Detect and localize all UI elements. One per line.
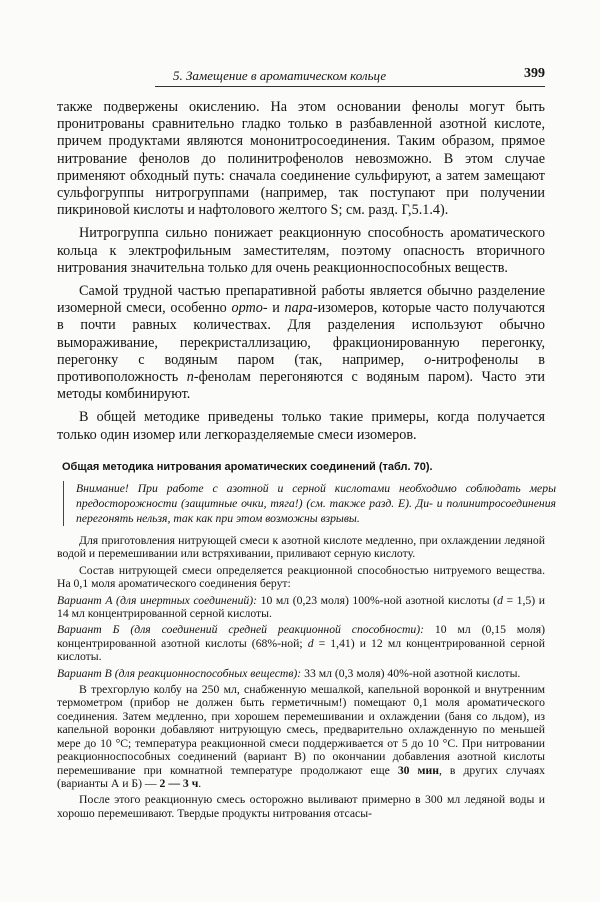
paragraph-4: В общей методике приведены только такие примеры, когда получается только один изомер или легкоразделяемые смеси изомеров.	[57, 409, 545, 443]
method-paragraph-1: Для приготовления нитрующей смеси к азотной кислоте медленно, при охлаждении ледяной водой и перемешивании или встряхивании, приливают серную кислоту.	[57, 534, 545, 561]
variant-b: Вариант Б (для соединений средней реакционной способности): 10 мл (0,15 моля) концентрированной азотной кислоты (68%-ной; d = 1,41) и 12 мл концентрированной серной кислоты.	[57, 623, 546, 664]
paragraph-1: также подвержены окислению. На этом основании фенолы могут быть пронитрованы сравнительно гладко только в разбавленной азотной кислоте, причем продуктами являются мононитросоединения. Таким образом, прямое нитрование фенолов до полинитрофенолов невозможно. В этом случае применяют обходный путь: сначала соединение сульфируют, а затем замещают сульфогруппы нитрогруппами (например, так поступают при получении пикриновой кислоты и нафтолового желтого S; см. разд. Г,5.1.4).	[57, 99, 545, 219]
method-paragraph-4: После этого реакционную смесь осторожно выливают примерно в 300 мл ледяной воды и хорошо перемешивают. Твердые продукты нитрования отсасы-	[57, 793, 545, 820]
header-rule	[155, 86, 545, 87]
page-number: 399	[524, 66, 545, 81]
page-header	[155, 66, 545, 88]
paragraph-3: Самой трудной частью препаративной работы является обычно разделение изомерной смеси, особенно орто- и пара-изомеров, которые часто получаются в почти равных количествах. Для разделения используют обычно вымораживание, перекристаллизацию, фракционированную перегонку, перегонку с водяным паром (так, например, о-нитрофенолы в противоположность п-фенолам перегоняются с водяным паром). Часто эти методы комбинируют.	[57, 283, 545, 403]
method-text	[57, 534, 545, 823]
variant-c: Вариант В (для реакционноспособных веществ): 33 мл (0,3 моля) 40%-ной азотной кислоты.	[57, 666, 521, 680]
main-text	[57, 99, 545, 450]
running-title: 5. Замещение в ароматическом кольце	[173, 68, 387, 83]
variant-a: Вариант А (для инертных соединений): 10 мл (0,23 моля) 100%-ной азотной кислоты (d = 1,5) и 14 мл концентрированной серной кислоты.	[57, 593, 545, 621]
section-heading: Общая методика нитрования ароматических соединений (табл. 70).	[62, 461, 433, 473]
warning-note: Внимание! При работе с азотной и серной кислотами необходимо соблюдать меры предосторожности (защитные очки, тяга!) (см. также разд. Е). Ди- и полинитросоединения перегонять нельзя, так как при этом возможны взрывы.	[63, 481, 556, 526]
method-paragraph-3: В трехгорлую колбу на 250 мл, снабженную мешалкой, капельной воронкой и внутренним термометром (прибор не должен быть герметичным!) помещают 0,1 моля ароматического соединения. Затем медленно, при хорошем перемешивании и охлаждении (баня со льдом), из капельной воронки добавляют нитрующую смесь, предварительно охлажденную по меньшей мере до 10 °С; температура реакционной смеси поддерживается от 5 до 10 °С. При нитровании реакционноспособных соединений (вариант В) по окончании добавления азотной кислоты перемешивание при комнатной температуре продолжают еще 30 мин, в других случаях (варианты А и Б) — 2 — 3 ч.	[57, 683, 545, 790]
paragraph-2: Нитрогруппа сильно понижает реакционную способность ароматического кольца к электрофильным заместителям, поэтому опасность вторичного нитрования значительна только для очень реакционноспособных веществ.	[57, 225, 545, 276]
method-paragraph-2: Состав нитрующей смеси определяется реакционной способностью нитруемого вещества. На 0,1 моля ароматического соединения берут:	[57, 563, 545, 591]
